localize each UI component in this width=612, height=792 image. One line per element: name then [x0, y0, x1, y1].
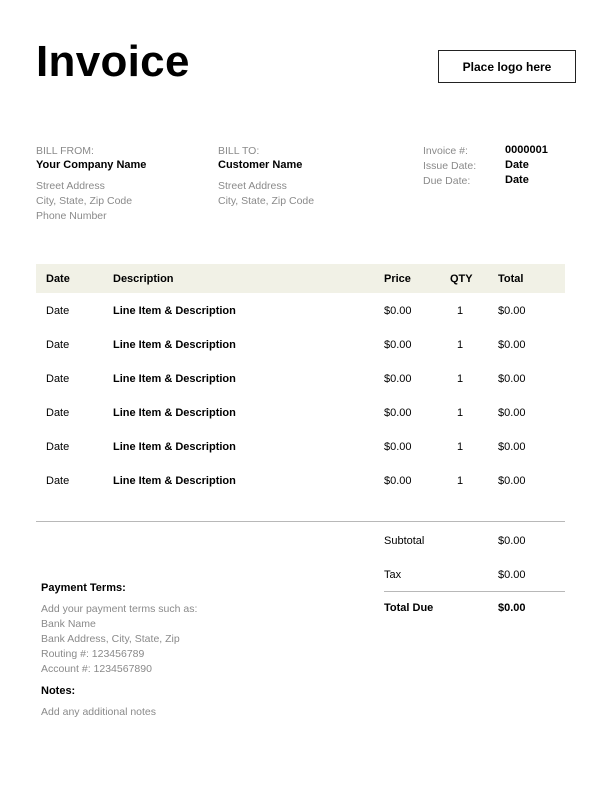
column-header-qty: QTY [450, 273, 473, 285]
row-total: $0.00 [498, 373, 526, 385]
payment-terms-bank-address: Bank Address, City, State, Zip [41, 633, 180, 645]
subtotal-label: Subtotal [384, 535, 425, 547]
payment-terms-bank-name: Bank Name [41, 618, 96, 630]
column-header-date: Date [46, 273, 70, 285]
bill-from-phone: Phone Number [36, 210, 107, 222]
bill-to-street: Street Address [218, 180, 287, 192]
row-price: $0.00 [384, 339, 412, 351]
row-date: Date [46, 339, 70, 351]
row-date: Date [46, 407, 70, 419]
invoice-number-label: Invoice #: [423, 145, 468, 157]
row-date: Date [46, 475, 70, 487]
row-description: Line Item & Description [113, 407, 236, 419]
bill-to-label: BILL TO: [218, 145, 260, 157]
summary-divider [384, 591, 565, 592]
row-qty: 1 [457, 407, 464, 419]
notes-text: Add any additional notes [41, 706, 157, 718]
due-date-value: Date [505, 174, 529, 186]
payment-terms-routing: Routing #: 123456789 [41, 648, 145, 660]
row-total: $0.00 [498, 407, 526, 419]
payment-terms-account: Account #: 1234567890 [41, 663, 152, 675]
issue-date-label: Issue Date: [423, 160, 477, 172]
total-due-label: Total Due [384, 602, 434, 614]
row-total: $0.00 [498, 475, 526, 487]
invoice-title: Invoice [36, 37, 190, 86]
row-total: $0.00 [498, 441, 526, 453]
payment-terms-line: Add your payment terms such as: [41, 603, 198, 615]
row-qty: 1 [457, 441, 464, 453]
subtotal-value: $0.00 [498, 535, 526, 547]
tax-value: $0.00 [498, 569, 526, 581]
bill-from-name: Your Company Name [36, 159, 147, 171]
payment-terms-heading: Payment Terms: [41, 582, 126, 594]
row-date: Date [46, 441, 70, 453]
column-header-price: Price [384, 273, 411, 285]
notes-heading: Notes: [41, 685, 76, 697]
row-price: $0.00 [384, 475, 412, 487]
bill-to-city: City, State, Zip Code [218, 195, 315, 207]
bill-from-street: Street Address [36, 180, 105, 192]
row-total: $0.00 [498, 305, 526, 317]
bill-from-city: City, State, Zip Code [36, 195, 133, 207]
row-total: $0.00 [498, 339, 526, 351]
row-date: Date [46, 373, 70, 385]
invoice-number-value: 0000001 [505, 144, 548, 156]
row-price: $0.00 [384, 305, 412, 317]
row-description: Line Item & Description [113, 373, 236, 385]
due-date-label: Due Date: [423, 175, 471, 187]
logo-placeholder-label: Place logo here [462, 59, 552, 74]
row-price: $0.00 [384, 373, 412, 385]
row-description: Line Item & Description [113, 339, 236, 351]
row-price: $0.00 [384, 407, 412, 419]
row-description: Line Item & Description [113, 305, 236, 317]
row-qty: 1 [457, 475, 464, 487]
table-bottom-divider [36, 521, 565, 522]
bill-to-name: Customer Name [218, 159, 303, 171]
row-qty: 1 [457, 305, 464, 317]
row-qty: 1 [457, 339, 464, 351]
row-price: $0.00 [384, 441, 412, 453]
bill-from-label: BILL FROM: [36, 145, 94, 157]
row-qty: 1 [457, 373, 464, 385]
issue-date-value: Date [505, 159, 529, 171]
row-date: Date [46, 305, 70, 317]
logo-placeholder[interactable] [438, 50, 576, 83]
column-header-total: Total [498, 273, 524, 285]
row-description: Line Item & Description [113, 475, 236, 487]
row-description: Line Item & Description [113, 441, 236, 453]
total-due-value: $0.00 [498, 602, 526, 614]
column-header-description: Description [113, 273, 174, 285]
tax-label: Tax [384, 569, 402, 581]
